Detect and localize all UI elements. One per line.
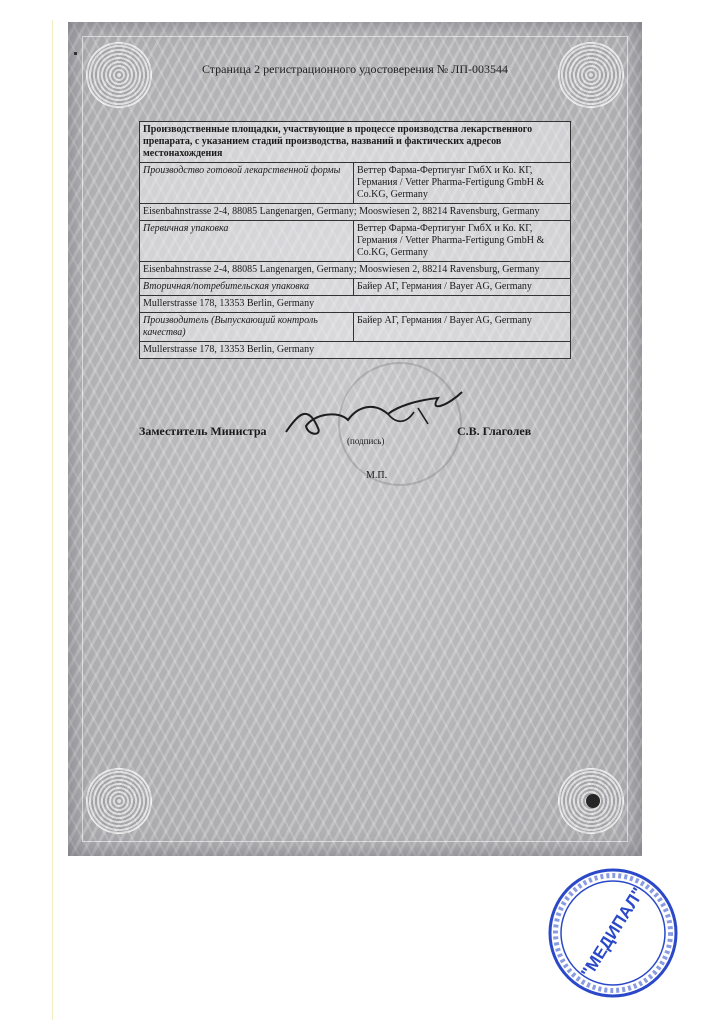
table-row — [140, 122, 571, 163]
stamp-company-name: "МЕДИПАЛ" — [577, 884, 648, 982]
address-cell: Eisenbahnstrasse 2-4, 88085 Langenargen, Germany; Mooswiesen 2, 88214 Ravensburg, Germany — [140, 204, 571, 221]
company-cell: Веттер Фарма-Фертигунг ГмбХ и Ко. КГ, Германия / Vetter Pharma-Fertigung GmbH & Co.KG, Germany — [354, 221, 571, 262]
stage-cell: Производитель (Выпускающий контроль качества) — [140, 313, 354, 342]
table-row — [140, 296, 571, 313]
stage-cell: Первичная упаковка — [140, 221, 354, 262]
signature-caption: (подпись) — [347, 436, 385, 446]
company-cell: Байер АГ, Германия / Bayer AG, Germany — [354, 313, 571, 342]
table-row — [140, 313, 571, 342]
table-heading: Производственные площадки, участвующие в процессе производства лекарственного препарата, с указанием стадий производства, названий и фактических адресов местонахождения — [140, 122, 571, 163]
corner-rosette — [86, 768, 152, 834]
page-header: Страница 2 регистрационного удостоверения № ЛП-003544 — [201, 62, 509, 76]
table-row — [140, 204, 571, 221]
scan-edge-line — [52, 20, 53, 1020]
table-row — [140, 279, 571, 296]
stage-cell: Вторичная/потребительская упаковка — [140, 279, 354, 296]
signatory-name: С.В. Глаголев — [457, 424, 532, 438]
table-row — [140, 262, 571, 279]
scan-speck — [74, 52, 77, 55]
company-cell: Байер АГ, Германия / Bayer AG, Germany — [354, 279, 571, 296]
handwritten-signature — [278, 384, 468, 444]
address-cell: Mullerstrasse 178, 13353 Berlin, Germany — [140, 342, 571, 359]
signatory-position: Заместитель Министра — [139, 424, 267, 438]
punch-hole — [586, 794, 600, 808]
certificate-blank — [68, 22, 642, 856]
company-cell: Веттер Фарма-Фертигунг ГмбХ и Ко. КГ, Германия / Vetter Pharma-Fertigung GmbH & Co.KG, Germany — [354, 163, 571, 204]
table-row — [140, 163, 571, 204]
seal-place: М.П. — [366, 470, 388, 481]
company-stamp — [546, 866, 680, 1005]
table-row — [140, 221, 571, 262]
table-row — [140, 342, 571, 359]
address-cell: Eisenbahnstrasse 2-4, 88085 Langenargen, Germany; Mooswiesen 2, 88214 Ravensburg, Germany — [140, 262, 571, 279]
stage-cell: Производство готовой лекарственной формы — [140, 163, 354, 204]
production-sites-table — [139, 121, 571, 359]
address-cell: Mullerstrasse 178, 13353 Berlin, Germany — [140, 296, 571, 313]
